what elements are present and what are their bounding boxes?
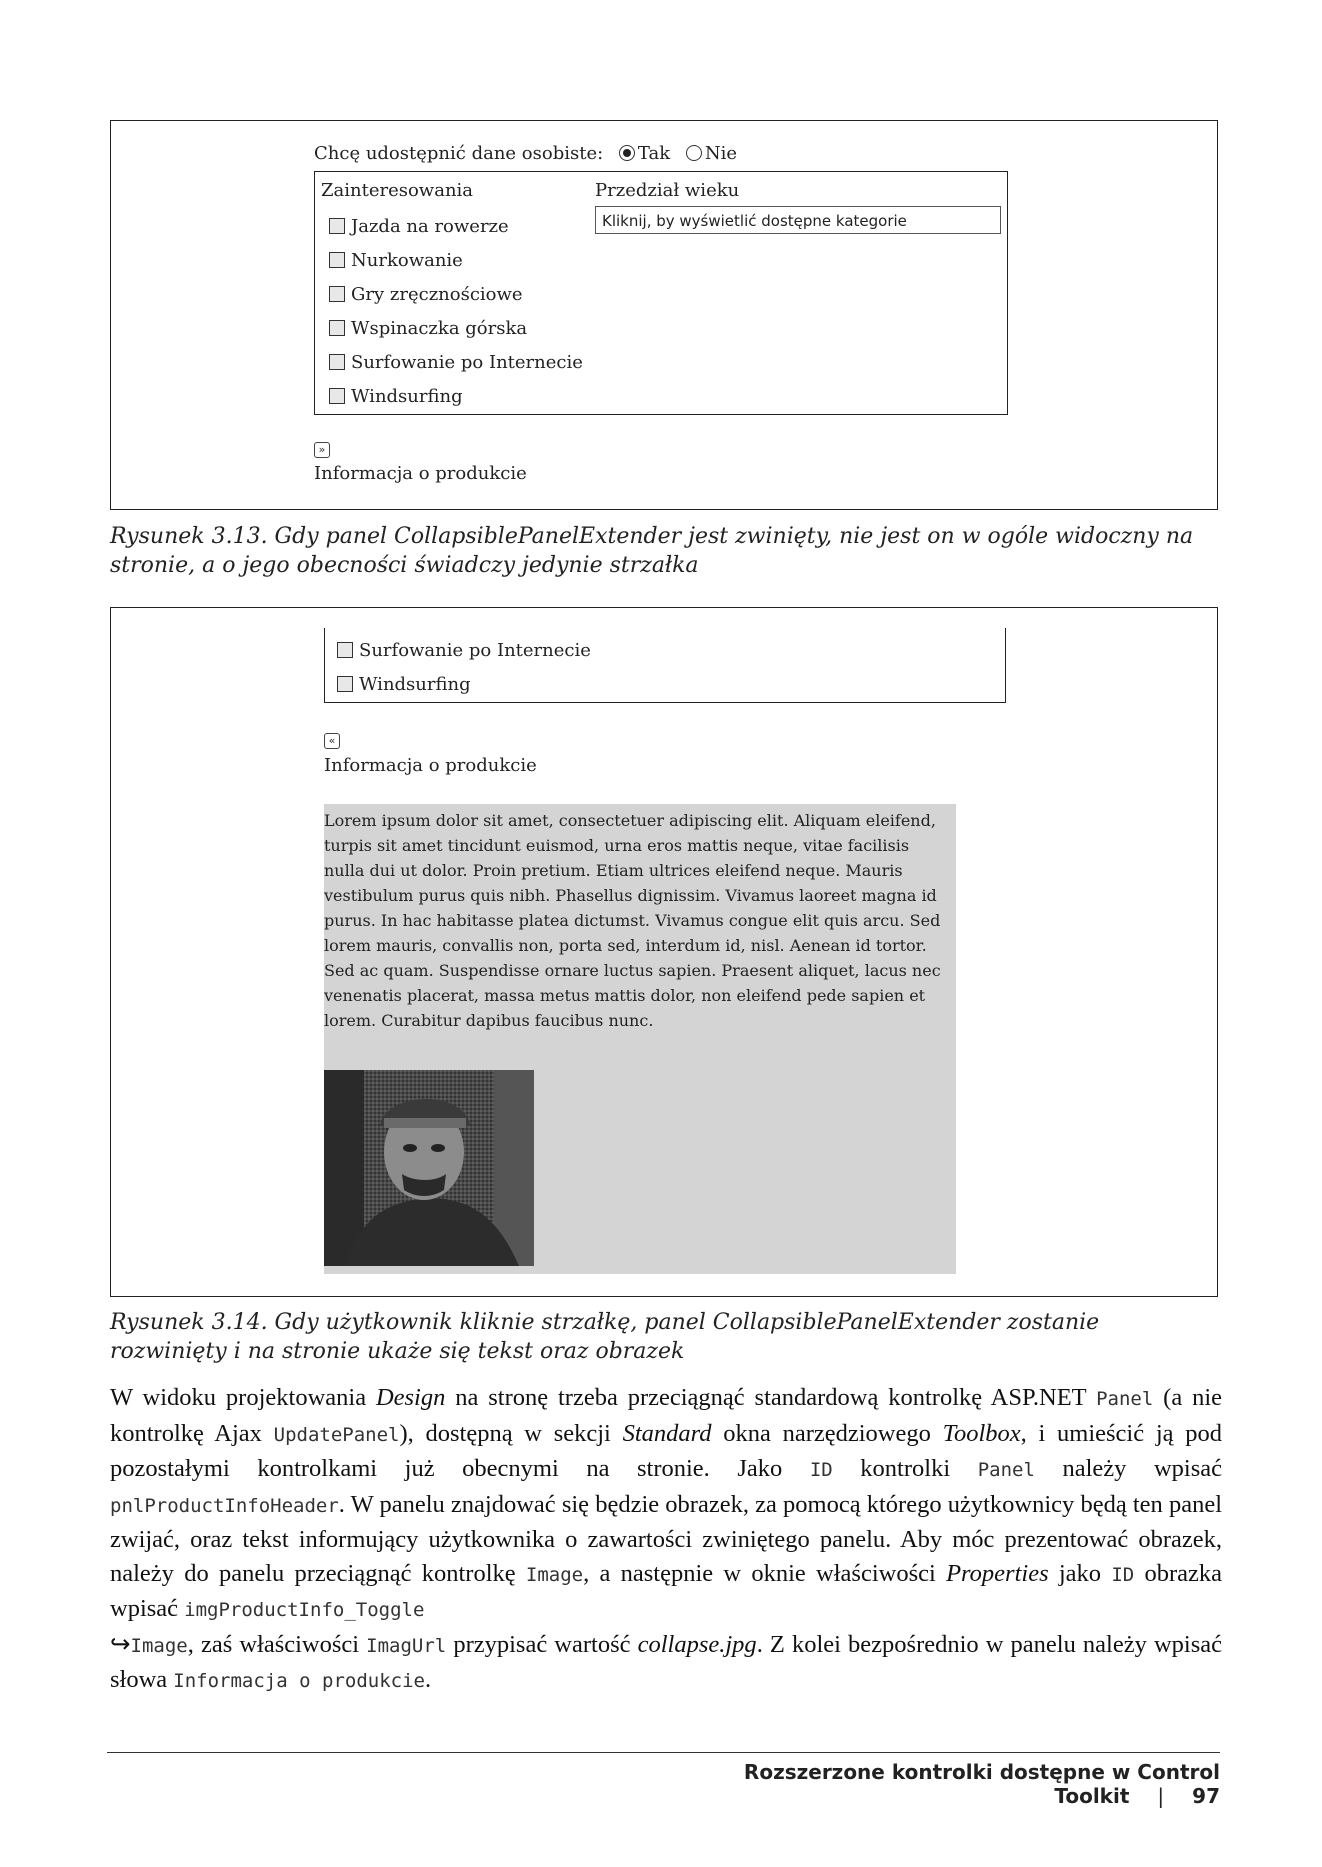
- code-image: Image: [130, 1634, 188, 1657]
- page-number: 97: [1192, 1784, 1220, 1808]
- checkbox-label: Jazda na rowerze: [351, 216, 509, 237]
- checkbox[interactable]: [329, 218, 345, 234]
- figure-3-13: [110, 120, 1218, 510]
- checkbox[interactable]: [337, 676, 353, 692]
- product-info-content: [324, 804, 956, 1274]
- checkbox-item[interactable]: [329, 210, 583, 244]
- checkbox[interactable]: [329, 354, 345, 370]
- personal-data-panel: [314, 171, 1008, 415]
- text-run: jako: [1048, 1559, 1112, 1587]
- checkbox[interactable]: [337, 642, 353, 658]
- code-id: ID: [1111, 1563, 1135, 1586]
- body-paragraph: [110, 1381, 1222, 1699]
- age-range-header: Przedział wieku: [595, 180, 740, 201]
- checkbox-label: Wspinaczka górska: [351, 318, 528, 339]
- figure-3-14: [110, 607, 1218, 1297]
- code-updatepanel: UpdatePanel: [273, 1423, 400, 1446]
- term-properties: Properties: [946, 1559, 1049, 1587]
- text-run: , a następnie w oknie właściwości: [583, 1559, 947, 1587]
- checkbox[interactable]: [329, 388, 345, 404]
- checkbox-item[interactable]: [329, 278, 583, 312]
- checkbox-label: Nurkowanie: [351, 250, 463, 271]
- text-run: , i umieścić ją pod pozostałymi kontrolkami już obecnymi na stronie. Jako: [110, 1419, 1222, 1482]
- checkbox-label: Windsurfing: [359, 674, 471, 695]
- text-run: przypisać wartość: [446, 1630, 638, 1658]
- radio-yes-label: Tak: [637, 143, 671, 164]
- checkbox-item[interactable]: [329, 312, 583, 346]
- product-info-label: Informacja o produkcie: [324, 755, 537, 776]
- product-photo: [324, 1070, 534, 1266]
- text-run: W widoku projektowania: [110, 1384, 376, 1411]
- checkbox[interactable]: [329, 252, 345, 268]
- share-data-label: Chcę udostępnić dane osobiste:: [314, 143, 604, 164]
- text-run: . W panelu znajdować się będzie obrazek, za pomocą którego użytkownicy będą ten panel zwijać, oraz tekst informujący użytkownika o zawartości zwiniętego panelu. Aby móc prezentować obrazek, należy do panelu przeciągnąć kontrolkę: [110, 1490, 1222, 1587]
- text-run: , zaś właściwości: [187, 1630, 367, 1658]
- checkbox-item[interactable]: [329, 380, 583, 414]
- radio-yes[interactable]: [619, 145, 635, 161]
- text-run: (a nie kontrolkę Ajax: [110, 1384, 1222, 1447]
- personal-data-panel-partial: [324, 628, 1006, 703]
- interests-checkbox-list: [337, 634, 591, 702]
- checkbox-label: Gry zręcznościowe: [351, 284, 523, 305]
- footer-separator: |: [1157, 1784, 1165, 1808]
- radio-no-label: Nie: [704, 143, 738, 164]
- code-id: ID: [809, 1459, 833, 1481]
- text-run: kontrolki: [832, 1455, 978, 1482]
- age-range-dropdown[interactable]: Kliknij, by wyświetlić dostępne kategorie: [595, 206, 1001, 234]
- text-run: .: [424, 1666, 432, 1693]
- text-run: obrazka wpisać: [110, 1559, 1222, 1622]
- text-run: . Z kolei bezpośrednio w panelu należy wpisać słowa: [110, 1630, 1222, 1693]
- term-standard: Standard: [622, 1419, 712, 1447]
- checkbox-label: Windsurfing: [351, 386, 463, 407]
- code-pnlproductinfoheader: pnlProductInfoHeader: [110, 1494, 339, 1517]
- code-informacja-o-produkcie: Informacja o produkcie: [173, 1670, 425, 1692]
- term-design: Design: [375, 1384, 446, 1411]
- code-imagurl: ImagUrl: [366, 1634, 447, 1657]
- share-data-radio-row: [314, 143, 737, 164]
- code-imgproductinfo-toggle: imgProductInfo_Toggle: [184, 1599, 425, 1621]
- text-run: okna narzędziowego: [711, 1419, 943, 1447]
- product-info-label: Informacja o produkcie: [314, 463, 527, 484]
- lorem-text: Lorem ipsum dolor sit amet, consectetuer adipiscing elit. Aliquam eleifend, turpis sit amet tincidunt euismod, urna eros mattis neque, vitae facilisis nulla dui ut dolor. Proin pretium. Etiam ultrices eleifend neque. Mauris vestibulum purus quis nibh. Phasellus dignissim. Vivamus laoreet magna id purus. In hac habitasse platea dictumst. Vivamus congue elit quis arcu. Sed lorem mauris, convallis non, porta sed, interdum id, nisl. Aenean id tortor. Sed ac quam. Suspendisse ornare luctus sapien. Praesent aliquet, lacus nec venenatis placerat, massa metus mattis dolor, non eleifend pede sapien et lorem. Curabitur dapibus faucibus nunc.: [324, 811, 941, 1030]
- double-chevron-up-icon[interactable]: «: [324, 733, 340, 749]
- interests-header: Zainteresowania: [321, 180, 474, 201]
- checkbox-item[interactable]: [337, 668, 591, 702]
- double-chevron-down-icon[interactable]: »: [314, 442, 330, 458]
- checkbox-item[interactable]: [337, 634, 591, 668]
- code-panel: Panel: [1096, 1388, 1154, 1410]
- radio-no[interactable]: [686, 145, 702, 161]
- text-run: ), dostępną w sekcji: [399, 1419, 623, 1447]
- text-run: należy wpisać: [1034, 1455, 1222, 1482]
- interests-checkbox-list: [329, 210, 583, 414]
- checkbox-label: Surfowanie po Internecie: [351, 352, 583, 373]
- code-panel: Panel: [977, 1459, 1035, 1481]
- footer-title: Rozszerzone kontrolki dostępne w Control Toolkit: [743, 1760, 1220, 1808]
- checkbox-item[interactable]: [329, 244, 583, 278]
- checkbox-item[interactable]: [329, 346, 583, 380]
- checkbox-label: Surfowanie po Internecie: [359, 640, 591, 661]
- text-run: na stronę trzeba przeciągnąć standardową kontrolkę ASP.NET: [445, 1384, 1097, 1411]
- figure-caption-3-13: Rysunek 3.13. Gdy panel CollapsiblePanelExtender jest zwinięty, nie jest on w ogóle widoczny na stronie, a o jego obecności świadczy jedynie strzałka: [110, 524, 1194, 578]
- figure-caption-3-14: Rysunek 3.14. Gdy użytkownik kliknie strzałkę, panel CollapsiblePanelExtender zostanie rozwinięty i na stronie ukaże się tekst oraz obrazek: [110, 1310, 1100, 1364]
- product-photo-image: [324, 1070, 534, 1266]
- page-footer: [680, 1760, 1220, 1808]
- checkbox[interactable]: [329, 320, 345, 336]
- term-toolbox: Toolbox: [942, 1419, 1021, 1447]
- line-wrap-icon: ↪: [110, 1630, 131, 1658]
- code-image: Image: [525, 1563, 584, 1586]
- footer-rule: [107, 1752, 1220, 1753]
- checkbox[interactable]: [329, 286, 345, 302]
- term-collapse-jpg: collapse.jpg: [637, 1630, 757, 1658]
